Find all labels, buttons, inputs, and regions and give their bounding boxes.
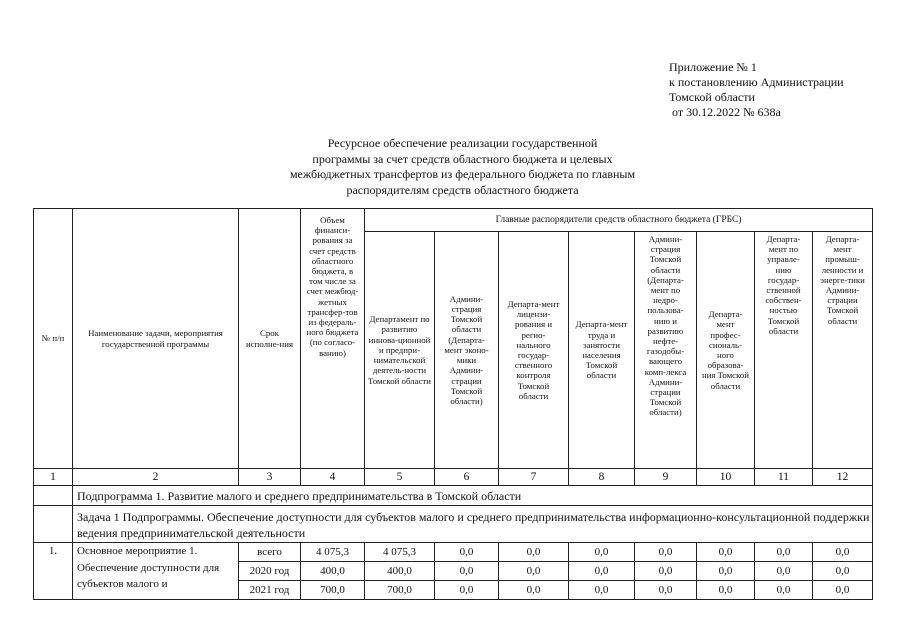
subprogram-empty-cell [34,486,73,506]
row-value: 0,0 [635,562,697,581]
table-row [34,543,873,562]
row-value: 0,0 [569,581,635,600]
header-grbs-8: Департа-мент промыш-ленности и энерге-тики Админи-страции Томской области [813,232,873,469]
row-value: 0,0 [697,543,755,562]
row-term: 2021 год [239,581,301,600]
col-number: 6 [435,469,499,486]
task-title: Задача 1 Подпрограммы. Обеспечение доступности для субъектов малого и среднего предпринимательства информационно-консультационной поддержки ведения предпринимательской деятельности [73,506,873,543]
header-grbs-2: Админи-страция Томской области (Департа-мент эконо-мики Админи-страции Томской области) [435,232,499,469]
row-term: 2020 год [239,562,301,581]
row-value: 0,0 [755,581,813,600]
row-value: 0,0 [635,543,697,562]
row-value: 0,0 [499,581,569,600]
resource-table [33,208,873,600]
row-value: 700,0 [365,581,435,600]
row-value: 0,0 [755,562,813,581]
document-title [250,136,675,198]
appendix-block [669,60,844,120]
row-value: 0,0 [569,562,635,581]
row-value: 400,0 [301,562,365,581]
row-value: 4 075,3 [301,543,365,562]
header-num: № п/п [34,209,73,469]
header-grbs-4: Департа-мент труда и занятости населения Томской области [569,232,635,469]
col-number: 9 [635,469,697,486]
row-value: 0,0 [813,543,873,562]
appendix-line: Томской области [669,90,755,104]
row-number: 1. [34,543,73,600]
header-grbs-7: Департа-мент по управле-нию государ-ственной собствен-ностью Томской области [755,232,813,469]
col-number: 10 [697,469,755,486]
row-value: 0,0 [813,581,873,600]
header-grbs-1: Департамент по развитию иннова-ционной и предпри-нимательской деятель-ности Томской области [365,232,435,469]
appendix-line: от 30.12.2022 № 638а [669,105,781,119]
row-value: 0,0 [813,562,873,581]
header-grbs-6: Департа-мент профес-сиональ-ного образова-ния Томской области [697,232,755,469]
row-value: 4 075,3 [365,543,435,562]
title-line: межбюджетных трансфертов из федерального бюджета по главным [289,167,636,181]
appendix-line: Приложение № 1 [669,60,757,74]
subprogram-title: Подпрограмма 1. Развитие малого и среднего предпринимательства в Томской области [73,486,873,506]
row-name: Основное мероприятие 1. Обеспечение доступности для субъектов малого и [73,543,239,600]
row-value: 0,0 [435,543,499,562]
row-term: всего [239,543,301,562]
col-number: 2 [73,469,239,486]
row-value: 700,0 [301,581,365,600]
row-value: 0,0 [435,581,499,600]
header-grbs-5: Админи-страция Томской области (Департа-мент по недро-пользова-нию и развитию нефте-газодобы-вающего комп-лекса Админи-страции Томской области) [635,232,697,469]
col-number: 5 [365,469,435,486]
row-value: 0,0 [499,543,569,562]
column-number-row [34,469,873,486]
row-value: 400,0 [365,562,435,581]
title-line: программы за счет средств областного бюджета и целевых [312,151,613,166]
col-number: 8 [569,469,635,486]
row-value: 0,0 [635,581,697,600]
subprogram-row [34,486,873,506]
header-row-group [34,209,873,232]
title-line: Ресурсное обеспечение реализации государственной [327,136,598,150]
col-number: 3 [239,469,301,486]
row-value: 0,0 [697,562,755,581]
row-value: 0,0 [697,581,755,600]
header-term: Срок исполне-ния [239,209,301,469]
col-number: 4 [301,469,365,486]
task-empty-cell [34,506,73,543]
title-line: распорядителям средств областного бюджета [346,182,579,197]
header-name: Наименование задачи, мероприятия государственной программы [73,209,239,469]
col-number: 1 [34,469,73,486]
row-value: 0,0 [499,562,569,581]
col-number: 11 [755,469,813,486]
appendix-line: к постановлению Администрации [669,75,844,89]
header-grbs-3: Департа-мент лицензи-рования и регио-нального государ-ственного контроля Томской области [499,232,569,469]
task-row [34,506,873,543]
row-value: 0,0 [435,562,499,581]
row-value: 0,0 [755,543,813,562]
row-value: 0,0 [569,543,635,562]
col-number: 12 [813,469,873,486]
header-volume: Объем финанси-рования за счет средств областного бюджета, в том числе за счет межбюд-жетных трансфер-тов из федераль-ного бюджета (по согласо-ванию) [301,209,365,469]
col-number: 7 [499,469,569,486]
header-grbs-group: Главные распорядители средств областного бюджета (ГРБС) [365,209,873,232]
